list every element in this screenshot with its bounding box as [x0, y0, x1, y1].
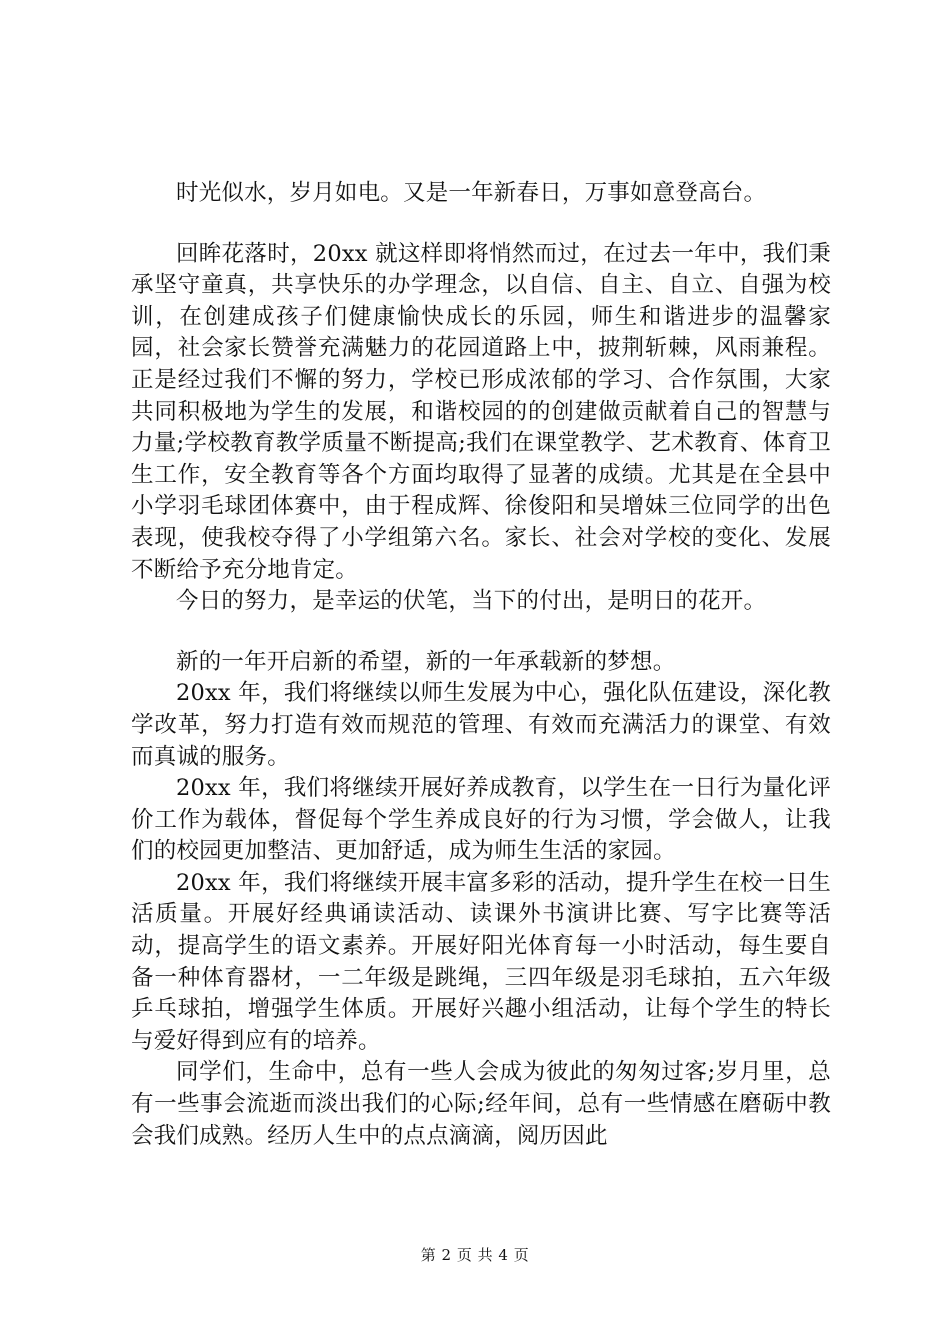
paragraph-plan-habits: 20xx 年，我们将继续开展好养成教育，以学生在一日行为量化评价工作为载体，督促每个学生养成良好的行为习惯，学会做人，让我们的校园更加整洁、更加舒适，成为师生生活的家园。 — [131, 775, 831, 865]
page-number-footer: 第 2 页 共 4 页 — [420, 1246, 530, 1264]
paragraph-plan-teaching: 20xx 年，我们将继续以师生发展为中心，强化队伍建设，深化教学改革，努力打造有效而规范的管理、有效而充满活力的课堂、有效而真诚的服务。 — [131, 680, 831, 770]
paragraph-review: 回眸花落时，20xx 就这样即将悄然而过，在过去一年中，我们秉承坚守童真，共享快乐的办学理念，以自信、自主、自立、自强为校训，在创建成孩子们健康愉快成长的乐园，师生和谐进步的温馨家园，社会家长赞誉充满魅力的花园道路上中，披荆斩棘，风雨兼程。正是经过我们不懈的努力，学校已形成浓郁的学习、合作氛围，大家共同积极地为学生的发展，和谐校园的的创建做贡献着自己的智慧与力量;学校教育教学质量不断提高;我们在课堂教学、艺术教育、体育卫生工作，安全教育等各个方面均取得了显著的成绩。尤其是在全县中小学羽毛球团体赛中，由于程成辉、徐俊阳和吴增妹三位同学的出色表现，使我校夺得了小学组第六名。家长、社会对学校的变化、发展不断给予充分地肯定。 — [131, 240, 831, 583]
paragraph-plan-activities: 20xx 年，我们将继续开展丰富多彩的活动，提升学生在校一日生活质量。开展好经典诵读活动、读课外书演讲比赛、写字比赛等活动，提高学生的语文素养。开展好阳光体育每一小时活动，每生要自备一种体育器材，一二年级是跳绳，三四年级是羽毛球拍，五六年级乒乓球拍，增强学生体质。开展好兴趣小组活动，让每个学生的特长与爱好得到应有的培养。 — [131, 869, 831, 1054]
paragraph-new-year: 新的一年开启新的希望，新的一年承载新的梦想。 — [176, 648, 676, 675]
paragraph-students: 同学们，生命中，总有一些人会成为彼此的匆匆过客;岁月里，总有一些事会流逝而淡出我们的心际;经年间，总有一些情感在磨砺中教会我们成熟。经历人生中的点点滴滴，阅历因此 — [131, 1059, 831, 1149]
paragraph-opening: 时光似水，岁月如电。又是一年新春日，万事如意登高台。 — [176, 180, 767, 206]
body-text — [131, 178, 831, 1152]
paragraph-motto: 今日的努力，是幸运的伏笔，当下的付出，是明日的花开。 — [176, 588, 767, 615]
